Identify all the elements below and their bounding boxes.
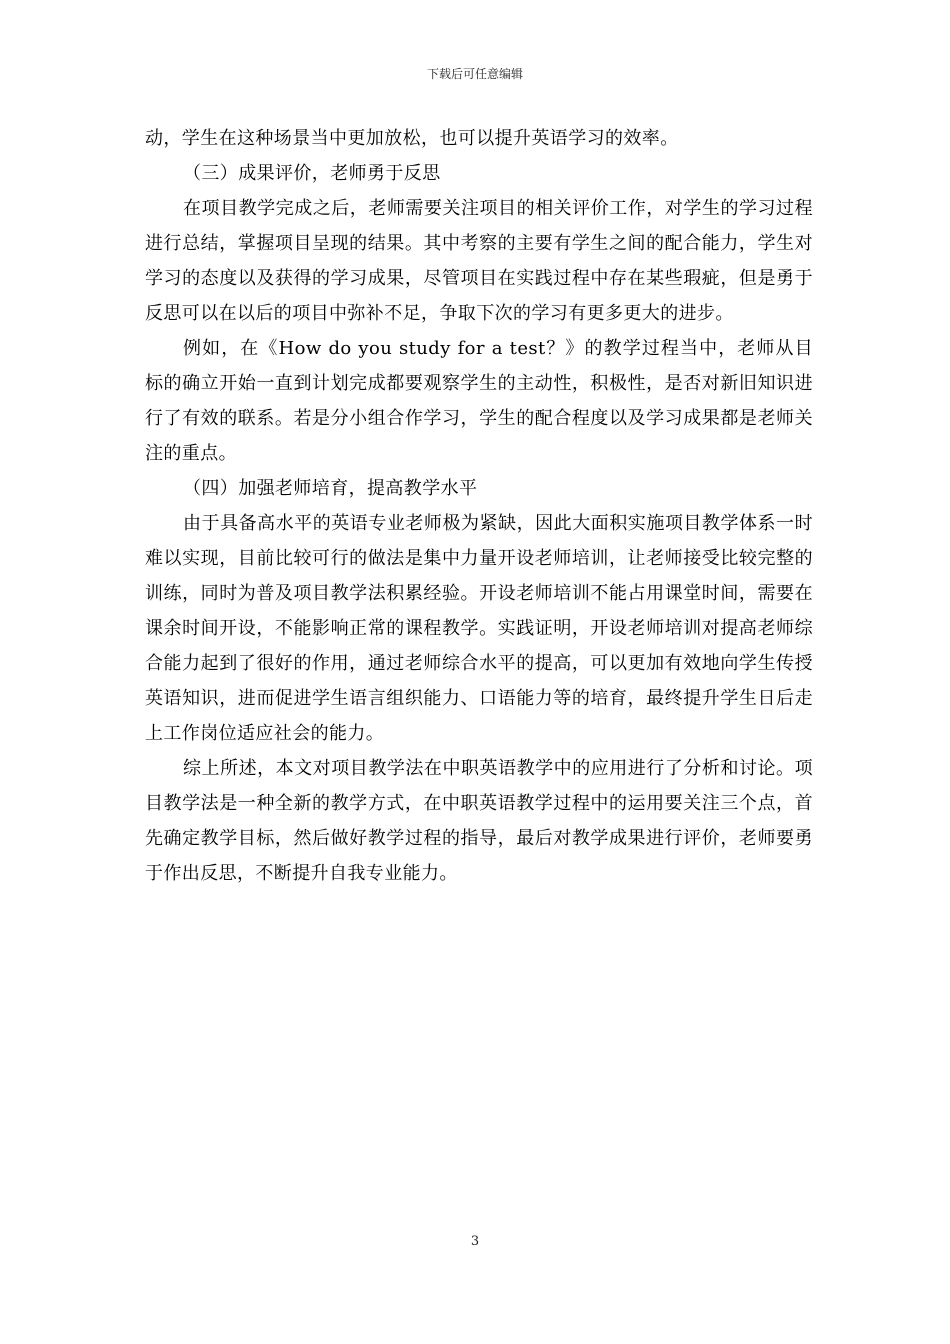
section-heading-4: （四）加强老师培育，提高教学水平 (183, 478, 478, 499)
paragraph-continuation: 动，学生在这种场景当中更加放松，也可以提升英语学习的效率。 (145, 128, 679, 149)
paragraph-example: 例如，在《How do you study for a test？》的教学过程当中，老师从目标的确立开始一直到计划完成都要观察学生的主动性，积极性，是否对新旧知识进行了有效的联系。若是分小组合作学习，学生的配合程度以及学习成果都是老师关注的重点。 (145, 338, 813, 464)
paragraph-evaluation: 在项目教学完成之后，老师需要关注项目的相关评价工作，对学生的学习过程进行总结，掌握项目呈现的结果。其中考察的主要有学生之间的配合能力，学生对学习的态度以及获得的学习成果，尽管项目在实践过程中存在某些瑕疵，但是勇于反思可以在以后的项目中弥补不足，争取下次的学习有更多更大的进步。 (145, 198, 813, 324)
document-body (145, 121, 813, 891)
page-number: 3 (470, 1234, 480, 1249)
paragraph-conclusion: 综上所述，本文对项目教学法在中职英语教学中的应用进行了分析和讨论。项目教学法是一种全新的教学方式，在中职英语教学过程中的运用要关注三个点，首先确定教学目标，然后做好教学过程的指导，最后对教学成果进行评价，老师要勇于作出反思，不断提升自我专业能力。 (145, 758, 813, 884)
section-heading-3: （三）成果评价，老师勇于反思 (183, 163, 441, 184)
page-header: 下载后可任意编辑 (426, 67, 523, 81)
paragraph-teacher-training: 由于具备高水平的英语专业老师极为紧缺，因此大面积实施项目教学体系一时难以实现，目前比较可行的做法是集中力量开设老师培训，让老师接受比较完整的训练，同时为普及项目教学法积累经验。开设老师培训不能占用课堂时间，需要在课余时间开设，不能影响正常的课程教学。实践证明，开设老师培训对提高老师综合能力起到了很好的作用，通过老师综合水平的提高，可以更加有效地向学生传授英语知识，进而促进学生语言组织能力、口语能力等的培育，最终提升学生日后走上工作岗位适应社会的能力。 (145, 513, 813, 744)
